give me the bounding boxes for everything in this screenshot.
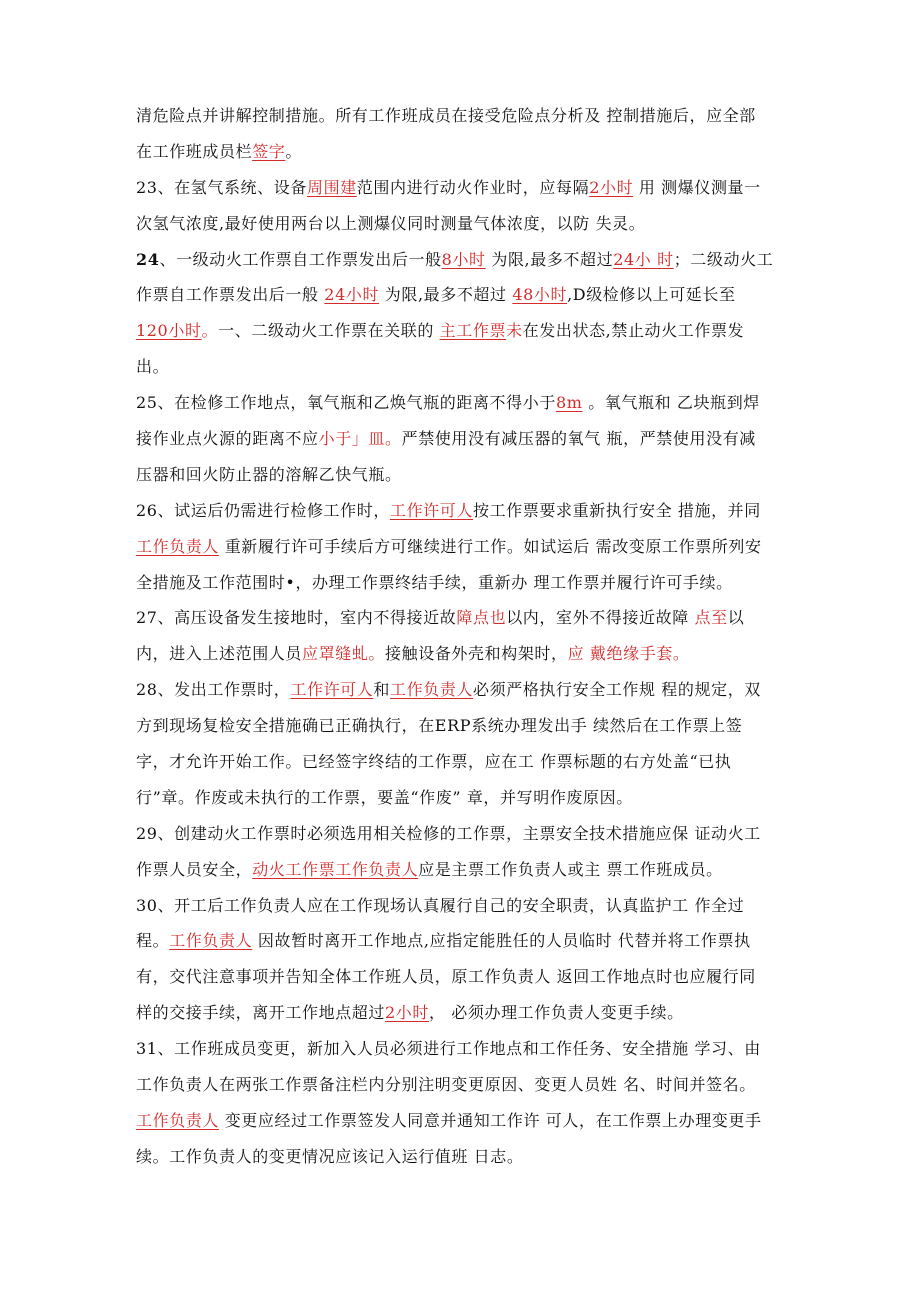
body-text: ,D级检修以上可延长至 — [567, 285, 736, 305]
text-line — [136, 1031, 786, 1067]
body-text: 、一级动火工作票自工作票发出后一般 — [159, 249, 442, 269]
body-text: 26、试运后仍需进行检修工作时， — [136, 500, 390, 520]
text-line — [136, 421, 786, 457]
body-text: 次氢气浓度,最好使用两台以上测爆仪同时测量气体浓度，以防 失灵。 — [136, 213, 646, 233]
body-text: 和 — [373, 680, 390, 700]
body-text: 用 测爆仪测量一 — [633, 177, 761, 197]
text-line — [136, 565, 786, 601]
item-number: 24 — [136, 249, 160, 269]
text-line — [136, 636, 786, 672]
text-line — [136, 1139, 786, 1175]
body-text: 全措施及工作范围时•，办理工作票终结手续，重新办 理工作票并履行许可手续。 — [136, 572, 733, 592]
text-line — [136, 206, 786, 242]
text-line — [136, 995, 786, 1031]
body-text: 在工作班成员栏 — [136, 141, 253, 161]
body-text: 作票人员安全， — [136, 859, 253, 879]
body-text: 一、二级动火工作票在关联的 — [218, 321, 440, 341]
body-text: 按工作票要求重新执行安全 措施，并同 — [472, 500, 761, 520]
answer-text: 8小时 — [441, 249, 486, 269]
answer-text: 48小时 — [512, 285, 568, 305]
body-text: 内，进入上述范围人员 — [136, 644, 303, 664]
text-line — [136, 277, 786, 313]
answer-text: 2小时 — [589, 177, 634, 197]
answer-text: 未 — [506, 321, 523, 341]
text-line — [136, 313, 786, 349]
body-text: 接作业点火源的距离不应 — [136, 429, 319, 449]
body-text: 有，交代注意事项并告知全体工作班人员，原工作负责人 返回工作地点时也应履行同 — [136, 967, 756, 987]
body-text: 接触设备外壳和构架时， — [385, 644, 568, 664]
text-line — [136, 959, 786, 995]
text-line — [136, 134, 786, 170]
answer-text: 工作负责人 — [136, 536, 220, 556]
answer-text: 动火工作票工作负责人 — [252, 859, 419, 879]
body-text: 程。 — [136, 931, 170, 951]
answer-text: 点至 — [694, 608, 728, 628]
text-line — [136, 708, 786, 744]
answer-text: 工作许可人 — [389, 500, 473, 520]
answer-text: 应 戴绝缘手套。 — [567, 644, 690, 664]
body-text: 以内，室外不得接近故障 — [506, 608, 695, 628]
answer-text: 应罩缝虬。 — [302, 644, 386, 664]
body-text: 字，才允许开始工作。已经签字终结的工作票，应在工 作票标题的右方处盖“已执 — [136, 752, 732, 772]
body-text: 25、在检修工作地点，氧气瓶和乙焕气瓶的距离不得小于 — [136, 393, 556, 413]
answer-text: 8m — [555, 393, 583, 413]
text-line — [136, 170, 786, 206]
text-line — [136, 529, 786, 565]
body-text: 范围内进行动火作业时，应每隔 — [356, 177, 590, 197]
answer-text: 障点也 — [456, 608, 507, 628]
answer-text: 24小时 — [324, 285, 380, 305]
text-line — [136, 1103, 786, 1139]
text-line — [136, 457, 786, 493]
document-body — [136, 98, 786, 1175]
body-text: 27、高压设备发生接地时，室内不得接近故 — [136, 608, 457, 628]
answer-text: 120小时 — [136, 321, 202, 341]
text-line — [136, 349, 786, 385]
body-text: 作票自工作票发出后一般 — [136, 285, 325, 305]
body-text: 以 — [727, 608, 745, 628]
answer-text: 24小 时 — [613, 249, 674, 269]
answer-text: 签字 — [252, 141, 286, 161]
text-line — [136, 385, 786, 421]
body-text: ；二级动火工 — [673, 249, 774, 269]
text-line — [136, 780, 786, 816]
body-text: 重新履行许可手续后方可继续进行工作。如试运后 需改变原工作票所列安 — [219, 536, 762, 556]
body-text: 为限,最多不超过 — [485, 249, 614, 269]
body-text: ， 必须办理工作负责人变更手续。 — [429, 1003, 684, 1023]
body-text: 工作负责人在两张工作票备注栏内分别注明变更原因、变更人员姓 名、时间并签名。 — [136, 1075, 756, 1095]
body-text: 必须严格执行安全工作规 程的规定，双 — [473, 680, 761, 700]
answer-text: 工作负责人 — [390, 680, 474, 700]
text-line — [136, 923, 786, 959]
body-text: 28、发出工作票时， — [136, 680, 291, 700]
text-line — [136, 888, 786, 924]
body-text: 31、工作班成员变更，新加入人员必须进行工作地点和工作任务、安全措施 学习、由 — [136, 1039, 761, 1059]
text-line — [136, 672, 786, 708]
text-line — [136, 242, 786, 278]
text-line — [136, 852, 786, 888]
answer-text: 主工作票 — [439, 321, 507, 341]
body-text: 30、开工后工作负责人应在工作现场认真履行自己的安全职责，认真监护工 作全过 — [136, 895, 745, 915]
text-line — [136, 816, 786, 852]
body-text: 清危险点并讲解控制措施。所有工作班成员在接受危险点分析及 控制措施后，应全部 — [136, 106, 756, 125]
body-text: 压器和回火防止器的溶解乙快气瓶。 — [136, 464, 402, 484]
body-text: 行”章。作废或未执行的工作票，要盖“作废” 章，并写明作废原因。 — [136, 787, 633, 807]
answer-text: 小于」皿。 — [318, 429, 402, 449]
body-text: 因故暂时离开工作地点,应指定能胜任的人员临时 代替并将工作票执 — [252, 931, 751, 951]
text-line — [136, 493, 786, 529]
body-text: 在发出状态,禁止动火工作票发 — [522, 321, 745, 341]
body-text: 严禁使用没有减压器的氧气 瓶，严禁使用没有减 — [401, 429, 756, 449]
text-line — [136, 1067, 786, 1103]
text-line — [136, 744, 786, 780]
text-line — [136, 98, 786, 134]
body-text: 。氧气瓶和 乙块瓶到焊 — [582, 393, 760, 413]
answer-text: 工作许可人 — [290, 680, 374, 700]
body-text: 出。 — [136, 357, 170, 377]
body-text: 续。工作负责人的变更情况应该记入运行值班 日志。 — [136, 1146, 524, 1166]
body-text: 。 — [285, 141, 303, 161]
answer-text: 2小时 — [385, 1003, 429, 1023]
body-text: 23、在氢气系统、设备 — [136, 177, 307, 197]
text-line — [136, 600, 786, 636]
body-text: 方到现场复检安全措施确已正确执行，在ERP系统办理发出手 续然后在工作票上签 — [136, 716, 743, 736]
body-text: 样的交接手续，离开工作地点超过 — [136, 1003, 386, 1023]
answer-text: 周围建 — [306, 177, 357, 197]
answer-text: 工作负责人 — [169, 931, 253, 951]
body-text: 应是主票工作负责人或主 票工作班成员。 — [418, 859, 723, 879]
answer-text: 。 — [201, 321, 219, 341]
answer-text: 工作负责人 — [136, 1110, 220, 1130]
body-text: 变更应经过工作票签发人同意并通知工作许 可人，在工作票上办理变更手 — [219, 1110, 762, 1130]
body-text: 29、创建动火工作票时必须选用相关检修的工作票，主票安全技术措施应保 证动火工 — [136, 823, 761, 843]
body-text: 为限,最多不超过 — [379, 285, 513, 305]
